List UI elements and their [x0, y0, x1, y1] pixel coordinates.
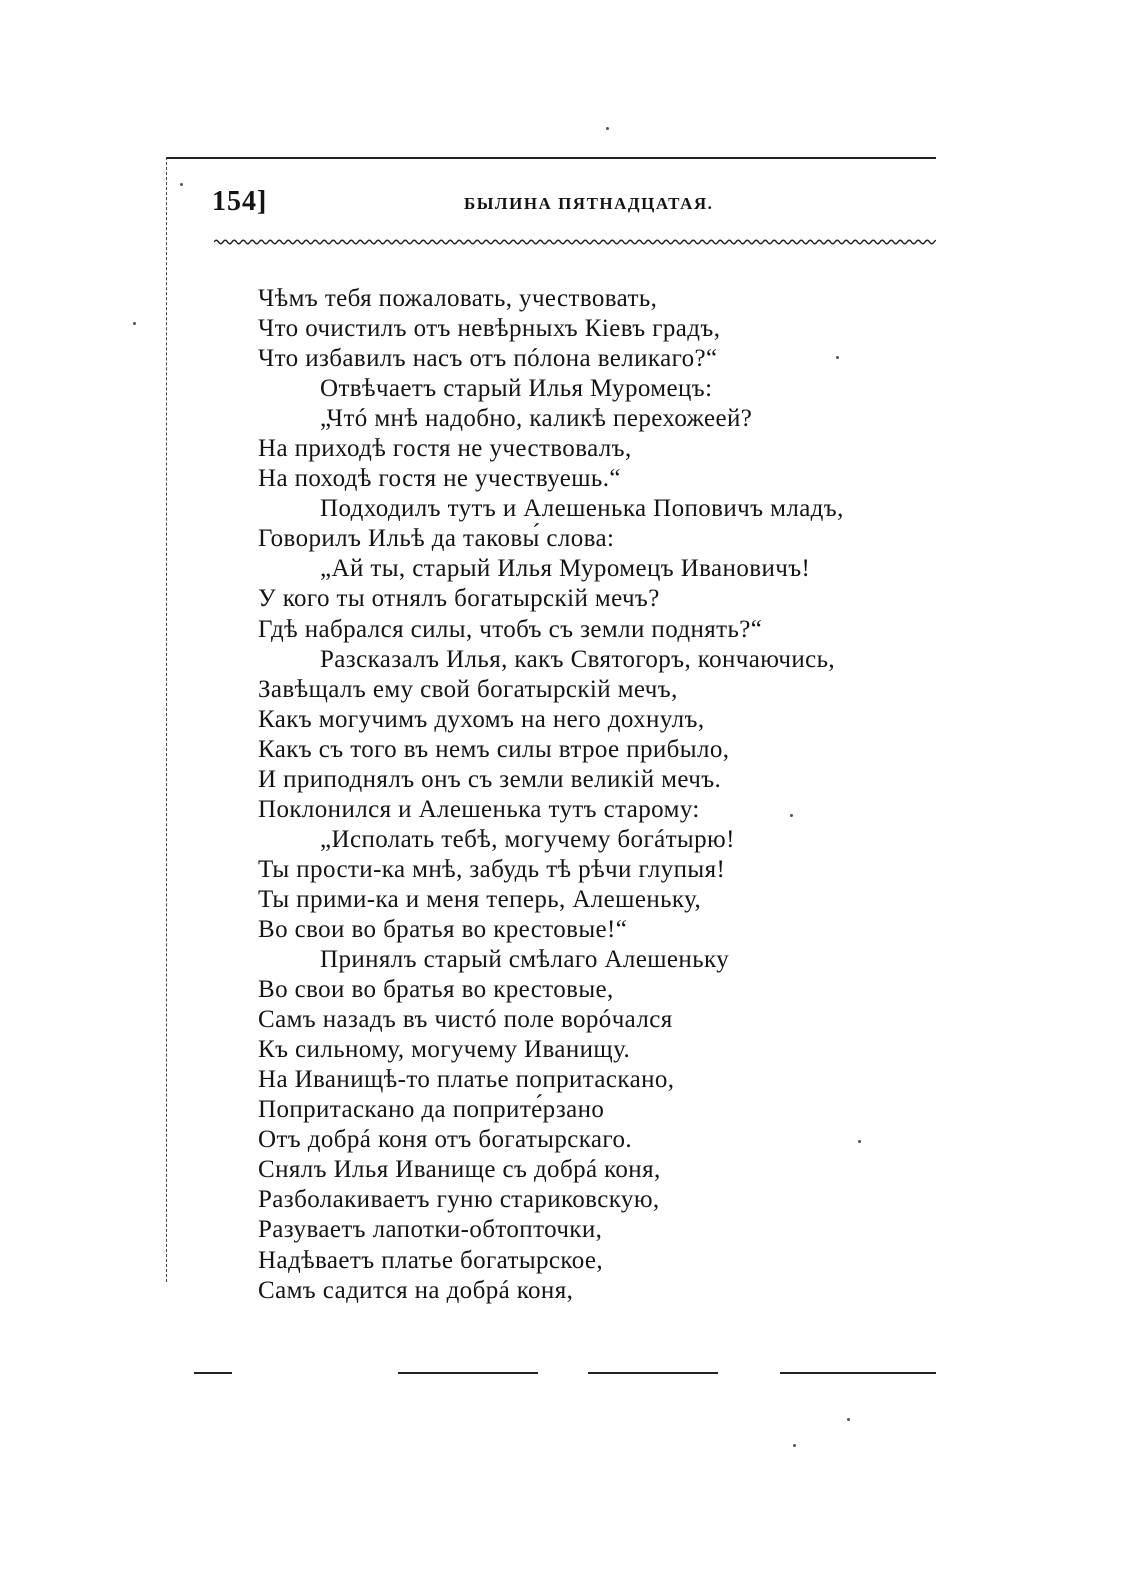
verse-line: Во свои во братья во крестовые!“ [258, 915, 628, 943]
verse-line: Говорилъ Ильѣ да таковы́ слова: [258, 525, 615, 553]
verse-line: Отъ добрá коня отъ богатырскаго. [258, 1126, 633, 1154]
verse-line: „Ай ты, старый Илья Муромецъ Ивановичъ! [320, 555, 811, 583]
verse-line: „Исполать тебѣ, могучему богáтырю! [320, 825, 735, 853]
verse-line: И приподнялъ онъ съ земли великій мечъ. [258, 765, 722, 793]
frame-bottom-rule [780, 1372, 936, 1374]
running-title: БЫЛИНА ПЯТНАДЦАТАЯ. [464, 194, 714, 213]
verse-line: Снялъ Илья Иванище съ добрá коня, [258, 1156, 661, 1184]
verse-line: Попритаскано да поприте́рзано [258, 1096, 605, 1124]
frame-top-rule [166, 157, 936, 159]
scan-speck [793, 1444, 796, 1447]
verse-line: Принялъ старый смѣлаго Алешеньку [320, 946, 730, 974]
verse-line: Ты прости-ка мнѣ, забудь тѣ рѣчи глупыя! [258, 855, 726, 883]
verse-line: Самъ назадъ въ чистó поле ворóчался [258, 1006, 673, 1034]
verse-line: На приходѣ гостя не учествовалъ, [258, 435, 632, 463]
verse-line: Завѣщалъ ему свой богатырскій мечъ, [258, 675, 678, 703]
scan-speck [606, 127, 609, 130]
verse-line: Гдѣ набрался силы, чтобъ съ земли поднять?“ [258, 615, 763, 643]
verse-line: „Чтó мнѣ надобно, каликѣ перехожеей? [320, 405, 753, 433]
frame-bottom-rule [194, 1372, 232, 1374]
verse-line: На Иванищѣ-то платье попритаскано, [258, 1066, 675, 1094]
verse-line: Какъ съ того въ немъ силы втрое прибыло, [258, 735, 730, 763]
verse-line: Разуваетъ лапотки-обтопточки, [258, 1216, 603, 1244]
verse-text [258, 284, 844, 1306]
verse-line: Къ сильному, могучему Иванищу. [258, 1036, 631, 1064]
scan-speck [836, 356, 839, 359]
verse-line: Самъ садится на добрá коня, [258, 1276, 574, 1304]
verse-line: Какъ могучимъ духомъ на него дохнулъ, [258, 705, 705, 733]
verse-line: Подходилъ тутъ и Алешенька Поповичъ младъ, [320, 495, 844, 523]
verse-line: Поклонился и Алешенька тутъ старому: [258, 795, 700, 823]
verse-line: Что избавилъ насъ отъ пóлона великаго?“ [258, 345, 718, 373]
verse-line: Что очистилъ отъ невѣрныхъ Кіевъ градъ, [258, 315, 721, 343]
scan-speck [133, 322, 136, 325]
frame-left-rule [166, 157, 167, 1282]
verse-line: Разсказалъ Илья, какъ Святогоръ, кончаючись, [320, 645, 836, 673]
scan-speck [858, 1140, 861, 1143]
scan-speck [790, 814, 793, 817]
scan-speck [847, 1418, 850, 1421]
verse-line: На походѣ гостя не учествуешь.“ [258, 465, 621, 493]
verse-line: Ты прими-ка и меня теперь, Алешеньку, [258, 885, 702, 913]
wavy-ornament-rule [214, 236, 936, 248]
verse-line: У кого ты отнялъ богатырскій мечъ? [258, 585, 660, 613]
scan-speck [180, 183, 183, 186]
page-number: 154] [212, 186, 268, 217]
verse-line: Отвѣчаетъ старый Илья Муромецъ: [320, 375, 713, 403]
verse-line: Разболакиваетъ гуню стариковскую, [258, 1186, 660, 1214]
frame-bottom-rule [588, 1372, 718, 1374]
verse-line: Во свои во братья во крестовые, [258, 976, 614, 1004]
verse-line: Чѣмъ тебя пожаловать, учествовать, [258, 285, 658, 312]
frame-bottom-rule [398, 1372, 538, 1374]
verse-line: Надѣваетъ платье богатырское, [258, 1246, 604, 1274]
